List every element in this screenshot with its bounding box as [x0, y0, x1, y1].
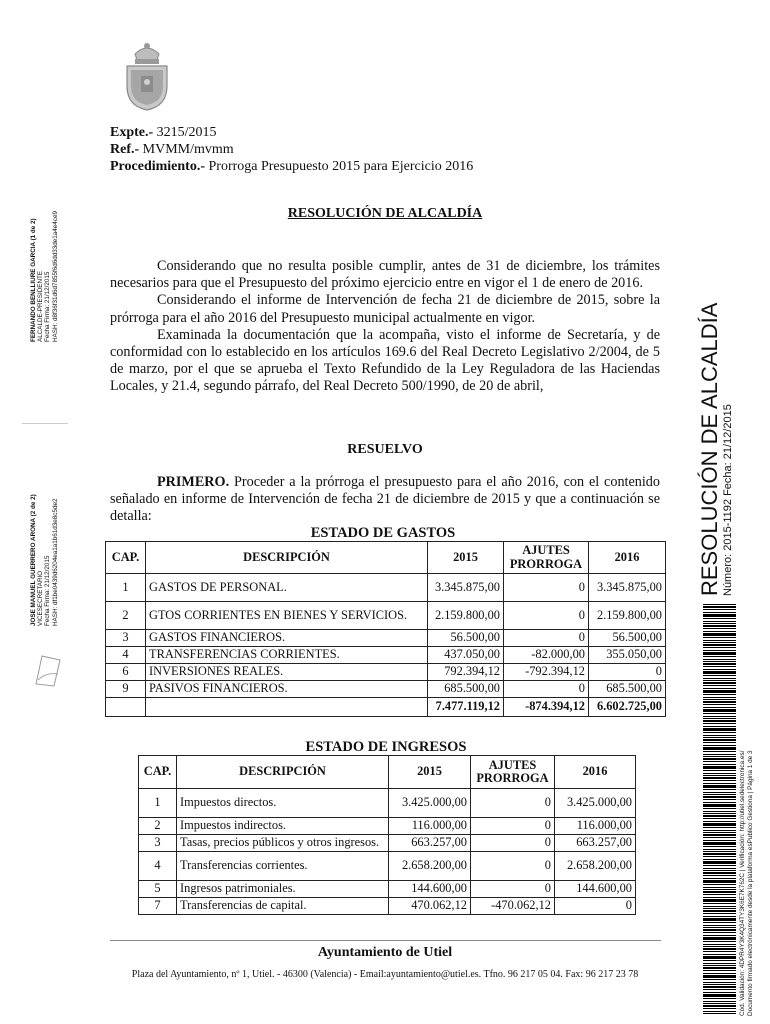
expediente-line	[110, 124, 217, 142]
coat-of-arms-logo	[117, 40, 177, 112]
table-row: 3 Tasas, precios públicos y otros ingresos. 663.257,00 0 663.257,00	[139, 835, 636, 852]
footer-title: Ayuntamiento de Utiel	[317, 945, 453, 960]
col-header: DESCRIPCIÓN	[146, 542, 428, 574]
handwritten-signature-icon	[28, 650, 68, 690]
signer-name: FERNANDO BENLLIURE GARCIA (1 de 2)	[30, 218, 37, 342]
signature-block-1	[30, 211, 59, 342]
table-row: 9 PASIVOS FINANCIEROS. 685.500,00 0 685.500,00	[106, 681, 666, 698]
table-row: 1 GASTOS DE PERSONAL. 3.345.875,00 0 3.345.875,00	[106, 574, 666, 602]
col-header: AJUTES PRORROGA	[471, 756, 555, 789]
primero-label: PRIMERO.	[157, 474, 230, 490]
total-ajustes: -874.394,12	[504, 698, 589, 717]
signer-name: JOSE MANUEL GUERRERO ARONA (2 de 2)	[30, 494, 37, 626]
signature-divider	[22, 423, 68, 424]
paragraph: Considerando el informe de Intervención de fecha 21 de diciembre de 2015, sobre la prórroga para el año 2016 del Presupuesto municipal actualmente en vigor.	[110, 292, 660, 326]
barcode	[703, 604, 736, 1014]
table-row: 1 Impuestos directos. 3.425.000,00 0 3.425.000,00	[139, 789, 636, 818]
signature-block-2	[30, 494, 59, 626]
table-header-row	[139, 756, 636, 789]
table-row: 3 GASTOS FINANCIEROS. 56.500,00 0 56.500,00	[106, 630, 666, 647]
table-row: 2 GTOS CORRIENTES EN BIENES Y SERVICIOS. 2.159.800,00 0 2.159.800,00	[106, 602, 666, 630]
document-title: RESOLUCIÓN DE ALCALDÍA	[287, 206, 483, 221]
ref-label: Ref.-	[110, 142, 140, 157]
resuelvo-heading: RESUELVO	[347, 442, 423, 457]
procedure-line	[110, 158, 473, 176]
table-row: 6 INVERSIONES REALES. 792.394,12 -792.394,12 0	[106, 664, 666, 681]
col-header: CAP.	[139, 756, 177, 789]
col-header: 2015	[428, 542, 504, 574]
paragraph: Examinada la documentación que la acompaña, visto el informe de Secretaría, y de conformidad con lo establecido en los artículos 169.6 del Real Decreto Legislativo 2/2004, de 5 de marzo, por el que se aprueba el Texto Refundido de la Ley Reguladora de las Haciendas Locales, y 21.4, segundo párrafo, del Real Decreto 500/1990, de 20 de abril,	[110, 326, 660, 395]
footer-divider	[110, 940, 661, 941]
total-2015: 7.477.119,12	[428, 698, 504, 717]
procedure-label: Procedimiento.-	[110, 159, 205, 174]
total-2016: 6.602.725,00	[589, 698, 666, 717]
signature-date: Fecha Firma: 21/12/2015	[44, 555, 52, 626]
signature-date: Fecha Firma: 21/12/2015	[44, 271, 52, 342]
table-row: 4 TRANSFERENCIAS CORRIENTES. 437.050,00 -82.000,00 355.050,00	[106, 647, 666, 664]
table-row: 4 Transferencias corrientes. 2.658.200,00 0 2.658.200,00	[139, 852, 636, 881]
primero-text: Proceder a la prórroga el presupuesto para el año 2016, con el contenido señalado en informe de Intervención de fecha 21 de diciembre de 2015 y que a continuación se detalla:	[110, 474, 660, 525]
signed-note: Documento firmado electrónicamente desde la plataforma esPublico Gestiona | Página 1 de 3	[746, 750, 754, 1016]
gastos-table	[105, 541, 666, 717]
primero-paragraph	[110, 474, 660, 526]
validation-code[interactable]: Cód. Validación: 4DPR4Y3K4Q34TY3K6E7K762C | Verificación: http://utiel.sedelectronica.es/	[739, 750, 746, 1016]
signer-role: ALCALDE-PRESIDENTE	[37, 270, 45, 342]
col-header: 2016	[555, 756, 636, 789]
side-title: RESOLUCIÓN DE ALCALDÍA	[697, 302, 722, 596]
validation-block	[739, 750, 754, 1016]
considerations	[110, 258, 660, 396]
col-header: 2016	[589, 542, 666, 574]
reference-line	[110, 141, 234, 159]
side-number-date: Número: 2015-1192 Fecha: 21/12/2015	[722, 404, 734, 596]
ref-value: MVMM/mvmm	[142, 142, 234, 157]
table-header-row	[106, 542, 666, 574]
expte-label: Expte.-	[110, 125, 154, 140]
table-row: 7 Transferencias de capital. 470.062,12 -470.062,12 0	[139, 898, 636, 915]
col-header: DESCRIPCIÓN	[177, 756, 389, 789]
signature-hash: HASH: d8f36f31d6d7855f6d6dd33de1a4e4ce9	[51, 211, 59, 342]
signer-role: VICESECRETARIO	[37, 570, 45, 626]
ingresos-title: ESTADO DE INGRESOS	[305, 739, 467, 755]
col-header: CAP.	[106, 542, 146, 574]
table-row: 5 Ingresos patrimoniales. 144.600,00 0 144.600,00	[139, 881, 636, 898]
paragraph: Considerando que no resulta posible cumplir, antes de 31 de diciembre, los trámites necesarios para que el Presupuesto del próximo ejercicio entre en vigor el 1 de enero de 2016.	[110, 258, 660, 292]
footer-address: Plaza del Ayuntamiento, nº 1, Utiel. - 46300 (Valencia) - Email:ayuntamiento@utiel.es. Tfno. 96 217 05 04. Fax: 96 217 23 78	[131, 969, 639, 980]
procedure-value: Prorroga Presupuesto 2015 para Ejercicio 2016	[208, 159, 474, 174]
totals-row	[106, 698, 666, 717]
signature-hash: HASH: df1be0439d6204ea1a1b61d3e8c5de2	[51, 498, 59, 626]
expte-value: 3215/2015	[156, 125, 217, 140]
col-header: AJUTES PRORROGA	[504, 542, 589, 574]
table-row: 2 Impuestos indirectos. 116.000,00 0 116.000,00	[139, 818, 636, 835]
gastos-title: ESTADO DE GASTOS	[310, 525, 456, 541]
ingresos-table	[138, 755, 636, 915]
col-header: 2015	[389, 756, 471, 789]
